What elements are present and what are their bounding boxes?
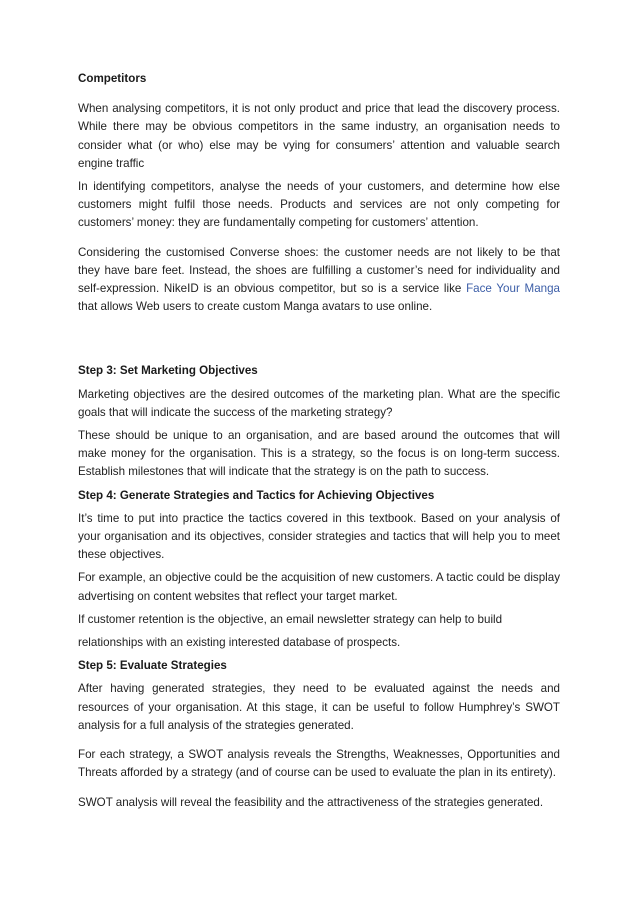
competitors-paragraph-1: When analysing competitors, it is not only product and price that lead the discovery process. While there may be obvious competitors in the same industry, an organisation needs to consider what (or who) else may be vying for consumers’ attention and valuable search engine traffic — [78, 102, 560, 170]
document-page — [78, 70, 560, 812]
step5-heading: Step 5: Evaluate Strategies — [78, 659, 227, 673]
competitors-paragraph-3-text-b: that allows Web users to create custom Manga avatars to use online. — [78, 300, 433, 314]
step4-paragraph-2: For example, an objective could be the acquisition of new customers. A tactic could be display advertising on content websites that reflect your target market. — [78, 571, 560, 603]
step5-paragraph-2: For each strategy, a SWOT analysis reveals the Strengths, Weaknesses, Opportunities and Threats afforded by a strategy (and of course can be used to evaluate the plan in its entirety). — [78, 748, 560, 780]
competitors-paragraph-3 — [78, 244, 560, 317]
step5-paragraph-1: After having generated strategies, they need to be evaluated against the needs and resources of your organisation. At this stage, it can be useful to follow Humphrey’s SWOT analysis for a full analysis of the strategies generated. — [78, 682, 560, 732]
step4-paragraph-3: If customer retention is the objective, an email newsletter strategy can help to build — [78, 612, 503, 626]
step4-heading: Step 4: Generate Strategies and Tactics for Achieving Objectives — [78, 488, 435, 502]
competitors-paragraph-3-text-a: Considering the customised Converse shoes: the customer needs are not likely to be that they have bare feet. Instead, the shoes are fulfilling a customer’s need for individuality and self-expression. NikeID is an obvious competitor, but so is a service like — [78, 245, 560, 296]
step5-paragraph-3: SWOT analysis will reveal the feasibility and the attractiveness of the strategies generated. — [78, 795, 544, 809]
competitors-heading: Competitors — [78, 72, 147, 85]
competitors-paragraph-2: In identifying competitors, analyse the needs of your customers, and determine how else customers might fulfil those needs. Products and services are not only competing for customers’ money: they are fundamentally competing for customers’ attention. — [78, 180, 560, 230]
step4-paragraph-4: relationships with an existing interested database of prospects. — [78, 636, 401, 650]
step3-heading: Step 3: Set Marketing Objectives — [78, 364, 258, 378]
face-your-manga-link[interactable]: Face Your Manga — [466, 282, 560, 296]
step3-paragraph-2: These should be unique to an organisation, and are based around the outcomes that will make money for the organisation. This is a strategy, so the focus is on long-term success. Establish milestones that will indicate that the strategy is on the path to success. — [78, 429, 560, 479]
step3-paragraph-1: Marketing objectives are the desired outcomes of the marketing plan. What are the specific goals that will indicate the success of the marketing strategy? — [78, 387, 560, 419]
step4-paragraph-1: It’s time to put into practice the tactics covered in this textbook. Based on your analysis of your organisation and its objectives, consider strategies and tactics that will help you to meet these objectives. — [78, 511, 560, 562]
